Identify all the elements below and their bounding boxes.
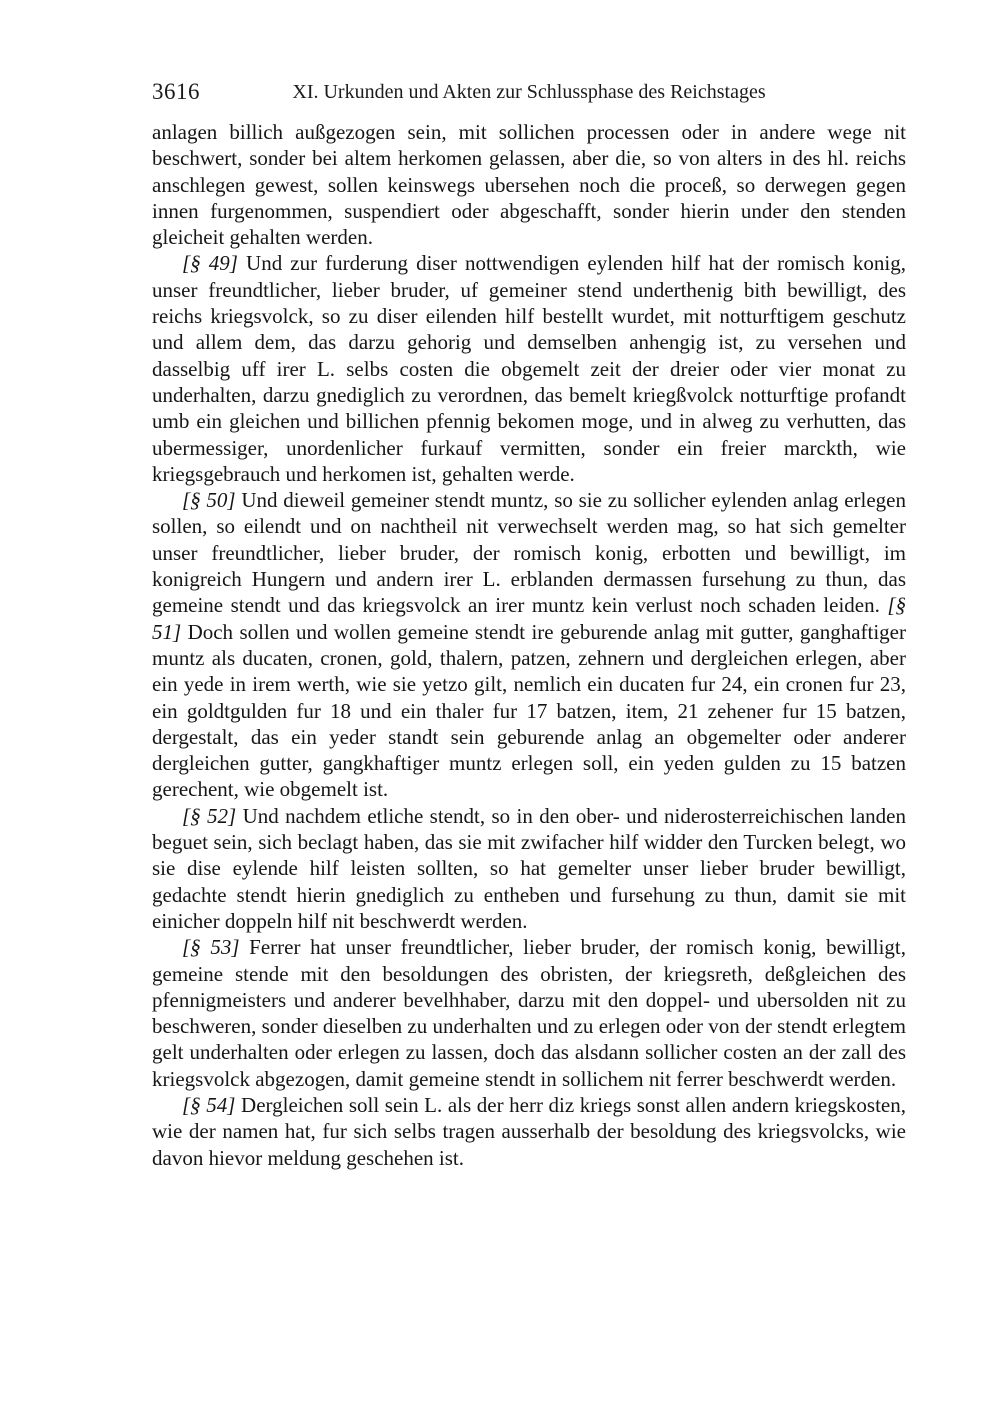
running-head <box>152 79 906 105</box>
section-marker: [§ 52] <box>182 803 237 828</box>
paragraph-text: anlagen billich außgezogen sein, mit sollichen processen oder in andere wege nit beschwert, sonder bei altem herkomen gelassen, aber die, so von alters in des hl. reichs anschlegen gewest, sollen keinswegs ubersehen noch die proceß, so derwegen gegen innen furgenommen, suspendiert oder abgeschafft, sonder hierin under den stenden gleicheit gehalten werden. <box>152 120 906 250</box>
paragraph-text: Und zur furderung diser nottwendigen eylenden hilf hat der romisch konig, unser freundtlicher, lieber bruder, uf gemeiner stend underthenig bith bewilligt, des reichs kriegsvolck, so zu diser eilenden hilf bestellt wurdet, mit notturftigem geschutz und allem dem, das darzu gehorig und demselben anhengig ist, zu versehen und dasselbig uff irer L. selbs costen die obgemelt zeit der dreier oder vier monat zu underhalten, darzu gnediglich zu verordnen, das bemelt kriegßvolck notturftige profandt umb ein gleichen und billichen pfennig bekomen moge, und in alweg zu verhutten, das ubermessiger, unordenlicher furkauf vermitten, sonder ein freier marckth, wie kriegsgebrauch und herkomen ist, gehalten werde. <box>152 251 906 486</box>
running-header-title: XI. Urkunden und Akten zur Schlussphase des Reichstages <box>292 81 766 103</box>
section-marker: [§ 51] <box>152 593 906 644</box>
paragraph-text: Doch sollen und wollen gemeine stendt ire geburende anlag mit gutter, ganghaftiger muntz als ducaten, cronen, gold, thalern, patzen, zehnern und dergleichen erlegen, aber ein yede in irem werth, wie sie yetzo gilt, nemlich ein ducaten fur 24, ein cronen fur 23, ein goldtgulden fur 18 und ein thaler fur 17 batzen, item, 21 zehener fur 15 batzen, dergestalt, das ein yeder standt sein geburende anlag an obgemelter oder anderer dergleichen gutter, gangkhaftiger muntz erlegen soll, ein yeden gulden zu 15 batzen gerechent, wie obgemelt ist. <box>152 619 906 802</box>
paragraph <box>152 119 906 250</box>
section-marker: [§ 50] <box>182 488 236 513</box>
paragraph <box>152 934 906 1092</box>
paragraph <box>152 250 906 487</box>
paragraph <box>152 1092 906 1171</box>
body-text-block <box>152 119 906 1171</box>
section-marker: [§ 49] <box>182 251 238 276</box>
paragraph <box>152 487 906 803</box>
paragraph-text: Und dieweil gemeiner stendt muntz, so sie zu sollicher eylenden anlag erlegen sollen, so eilendt und on nachtheil nit verwechselt werden mag, so hat sich gemelter unser freundtlicher, lieber bruder, der romisch konig, erbotten und bewilligt, im konigreich Hungern und andern irer L. erblanden dermassen fursehung zu thun, das gemeine stendt und das kriegsvolck an irer muntz kein verlust noch schaden leiden. <box>152 488 906 618</box>
paragraph-text: Dergleichen soll sein L. als der herr diz kriegs sonst allen andern kriegskosten, wie der namen hat, fur sich selbs tragen ausserhalb der besoldung des kriegsvolcks, wie davon hievor meldung geschehen ist. <box>152 1092 906 1170</box>
paragraph <box>152 803 906 934</box>
paragraph-text: Und nachdem etliche stendt, so in den ober- und niderosterreichischen landen beguet sein, sich beclagt haben, das sie mit zwifacher hilf widder den Turcken belegt, wo sie dise eylende hilf leisten sollten, so hat gemelter unser lieber bruder bewilligt, gedachte stendt hierin gnediglich zu entheben und fursehung zu thun, damit sie mit einicher doppeln hilf nit beschwerdt werden. <box>152 803 906 933</box>
section-marker: [§ 53] <box>182 935 240 960</box>
section-marker: [§ 54] <box>182 1092 236 1117</box>
paragraph-text: Ferrer hat unser freundtlicher, lieber bruder, der romisch konig, bewilligt, gemeine stende mit den besoldungen des obristen, der kriegsreth, deßgleichen des pfennigmeisters und anderer bevelhhaber, darzu mit den doppel- und ubersolden nit zu beschweren, sonder dieselben zu underhalten und zu erlegen oder von der stendt erlegtem gelt underhalten oder erlegen zu lassen, doch das alsdann sollicher costen an der zall des kriegsvolck abgezogen, damit gemeine stendt in sollichem nit ferrer beschwerdt werden. <box>152 935 906 1091</box>
page-number: 3616 <box>152 79 200 104</box>
